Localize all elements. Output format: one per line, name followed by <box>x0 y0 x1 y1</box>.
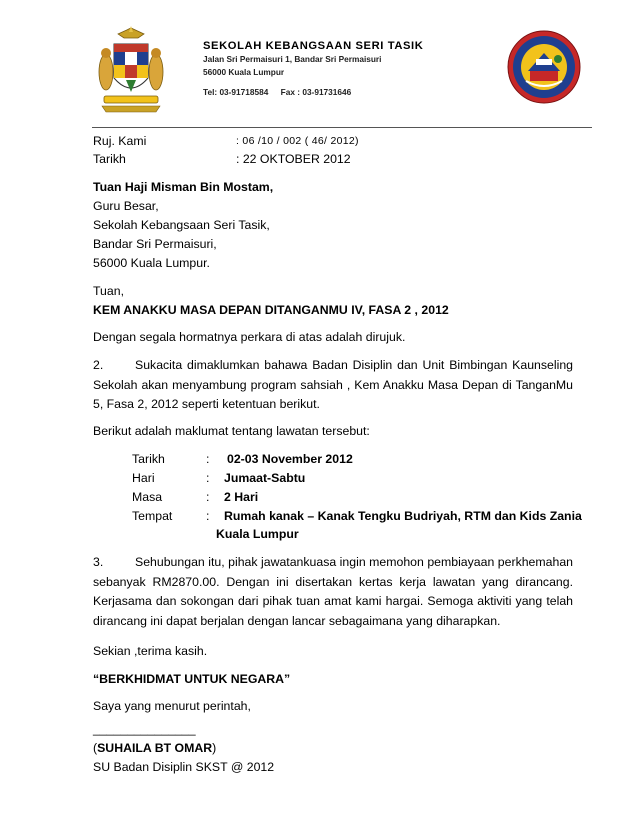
ruj-label: Ruj. Kami <box>93 134 147 148</box>
recipient-line-1: Guru Besar, <box>93 199 159 213</box>
recipient-name: Tuan Haji Misman Bin Mostam, <box>93 180 274 194</box>
detail-value-hari: Jumaat-Sabtu <box>224 471 306 485</box>
letterhead-divider <box>92 127 592 128</box>
subject-line: KEM ANAKKU MASA DEPAN DITANGANMU IV, FASA 2 , 2012 <box>93 303 449 317</box>
paragraph-2 <box>93 356 573 415</box>
detail-value-tarikh: 02-03 November 2012 <box>227 452 353 466</box>
signatory-title: SU Badan Disiplin SKST @ 2012 <box>93 760 275 774</box>
signatory-name-line <box>93 739 216 758</box>
detail-colon: : <box>206 509 210 523</box>
letterhead <box>203 40 503 97</box>
contact-line <box>203 87 503 97</box>
school-seal-icon <box>506 29 582 105</box>
detail-colon: : <box>206 452 210 466</box>
telephone: Tel: 03-91718584 <box>203 87 269 97</box>
detail-label-hari: Hari <box>132 471 155 485</box>
coat-of-arms-icon <box>98 26 164 116</box>
paragraph-3-text: Sehubungan itu, pihak jawatankuasa ingin memohon pembiayaan perkhemahan sebanyak RM2870.00. Dengan ini disertakan kertas kerja lawatan yang dirancang. Kerjasama dan sokongan dari pihak tuan amat kami hargai. Semoga aktiviti yang telah dirancang ini dapat berjalan dengan lancar sebagaimana yang diharapkan. <box>93 555 573 628</box>
intro-paragraph: Dengan segala hormatnya perkara di atas adalah dirujuk. <box>93 330 406 344</box>
motto: “BERKHIDMAT UNTUK NEGARA” <box>93 672 291 686</box>
signatory-paren-close: ) <box>212 741 217 755</box>
recipient-line-4: 56000 Kuala Lumpur. <box>93 256 210 270</box>
detail-value-masa: 2 Hari <box>224 490 259 504</box>
date-line <box>93 150 351 169</box>
tarikh-label: Tarikh <box>93 152 126 166</box>
recipient-line-3: Bandar Sri Permaisuri, <box>93 237 217 251</box>
address-line-2: 56000 Kuala Lumpur <box>203 67 285 77</box>
school-name: SEKOLAH KEBANGSAAN SERI TASIK <box>203 40 424 52</box>
detail-label-tarikh: Tarikh <box>132 452 165 466</box>
recipient-line-2: Sekolah Kebangsaan Seri Tasik, <box>93 218 270 232</box>
detail-label-tempat: Tempat <box>132 509 173 523</box>
signature-line: _______________ <box>93 722 196 736</box>
address-line-1: Jalan Sri Permaisuri 1, Bandar Sri Permaisuri <box>203 54 382 64</box>
detail-colon: : <box>206 490 210 504</box>
paragraph-2-text: Sukacita dimaklumkan bahawa Badan Disiplin dan Unit Bimbingan Kaunseling Sekolah akan menyambung program sahsiah , Kem Anakku Masa Depan di TanganMu 5, Fasa 2, 2012 seperti ketentuan berikut. <box>93 358 573 411</box>
details-intro: Berikut adalah maklumat tentang lawatan tersebut: <box>93 424 370 438</box>
tarikh-value: : 22 OKTOBER 2012 <box>236 152 351 166</box>
paragraph-3-number: 3. <box>93 555 104 569</box>
salutation: Tuan, <box>93 284 124 298</box>
reference-line <box>93 132 359 151</box>
ruj-value: : 06 /10 / 002 ( 46/ 2012) <box>236 135 359 147</box>
detail-value-tempat: Rumah kanak – Kanak Tengku Budriyah, RTM dan Kids Zania <box>224 509 582 523</box>
detail-label-masa: Masa <box>132 490 163 504</box>
paragraph-2-number: 2. <box>93 358 104 372</box>
fax: Fax : 03-91731646 <box>280 87 352 97</box>
closing-line: Sekian ,terima kasih. <box>93 644 208 658</box>
detail-colon: : <box>206 471 210 485</box>
order-line: Saya yang menurut perintah, <box>93 699 251 713</box>
signatory-name: SUHAILA BT OMAR <box>97 741 213 755</box>
paragraph-3 <box>93 553 573 631</box>
signatory-paren-open: ( <box>93 741 98 755</box>
detail-value-tempat-line-2: Kuala Lumpur <box>216 527 299 541</box>
